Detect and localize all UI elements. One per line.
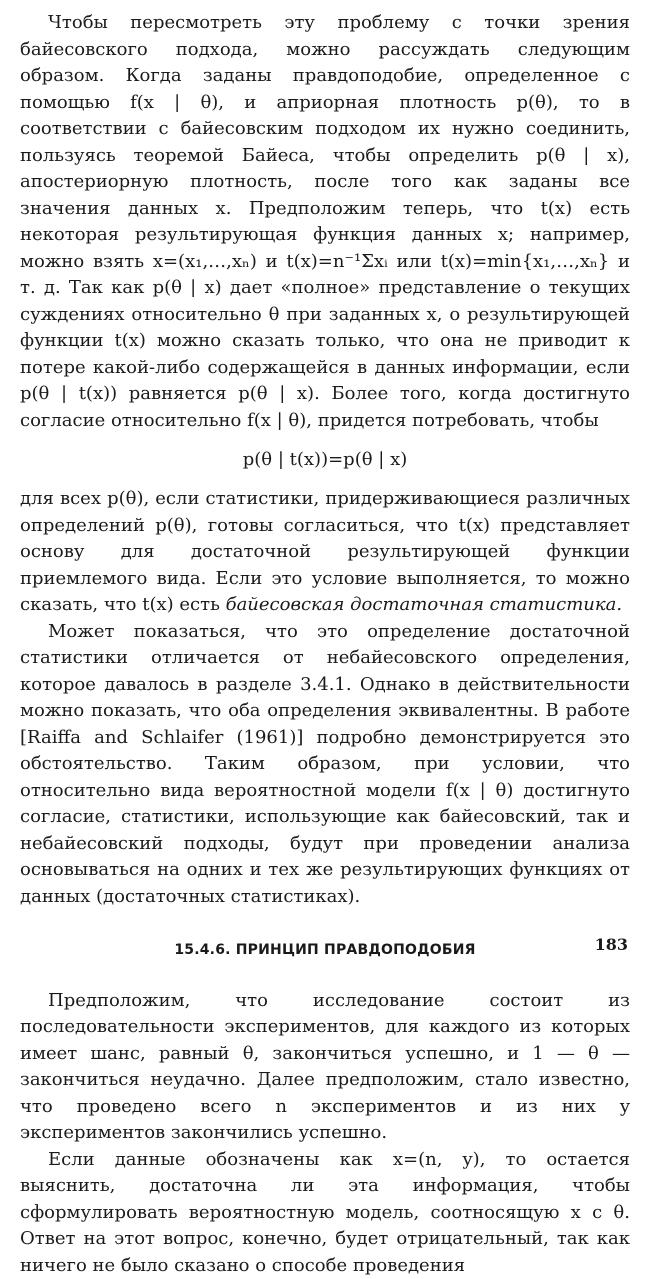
paragraph-experiments: Предположим, что исследование состоит из последовательности экспериментов, для каждого из которых имеет шанс, равный θ, закончиться успешно, и 1 — θ — закончиться неудачно. Далее предположим, стало известно, что проведено всего n экспериментов и из них y экспериментов закончились успешно. [20, 988, 630, 1147]
section-heading: 15.4.6. ПРИНЦИП ПРАВДОПОДОБИЯ [20, 937, 630, 964]
document-page [20, 10, 630, 1279]
formula-sufficiency: p(θ | t(x))=p(θ | x) [20, 447, 630, 473]
paragraph-equivalence: Может показаться, что это определение достаточной статистики отличается от небайесовского определения, которое давалось в разделе 3.4.1. Однако в действительности можно показать, что оба определения эквивалентны. В работе [Raiffa and Schlaifer (1961)] подробно демонстрируется это обстоятельство. Таким образом, при условии, что относительно вида вероятностной модели f(x | θ) достигнуто согласие, статистики, использующие как байесовский, так и небайесовский подходы, будут при проведении анализа основываться на одних и тех же результирующих функциях от данных (достаточных статистиках). [20, 619, 630, 911]
paragraph-definition-text: для всех p(θ), если статистики, придерживающиеся различных определений p(θ), готовы согласиться, что t(x) представляет основу для достаточной результирующей функции приемлемого вида. Если это условие выполняется, то можно сказать, что t(x) есть [20, 488, 630, 615]
paragraph-bayesian-sufficiency: Чтобы пересмотреть эту проблему с точки зрения байесовского подхода, можно рассуждать следующим образом. Когда заданы правдоподобие, определенное с помощью f(x | θ), и априорная плотность p(θ), то в соответствии с байесовским подходом их нужно соединить, пользуясь теоремой Байеса, чтобы определить p(θ | x), апостериорную плотность, после того как заданы все значения данных x. Предположим теперь, что t(x) есть некоторая результирующая функция данных x; например, можно взять x=(x₁,…,xₙ) и t(x)=n⁻¹Σxᵢ или t(x)=min{x₁,…,xₙ} и т. д. Так как p(θ | x) дает «полное» представление о текущих суждениях относительно θ при заданных x, о результирующей функции t(x) можно сказать только, что она не приводит к потере какой-либо содержащейся в данных информации, если p(θ | t(x)) равняется p(θ | x). Более того, когда достигнуто согласие относительно f(x | θ), придется потребовать, чтобы [20, 10, 630, 434]
paragraph-data-notation: Если данные обозначены как x=(n, y), то остается выяснить, достаточна ли эта информация, чтобы сформулировать вероятностную модель, соотносящую x с θ. Ответ на этот вопрос, конечно, будет отрицательный, так как ничего не было сказано о способе проведения [20, 1147, 630, 1279]
paragraph-definition [20, 486, 630, 619]
page-number: 183 [595, 935, 628, 954]
term-bayesian-sufficient-statistic: байесовская достаточная статистика. [226, 594, 623, 615]
